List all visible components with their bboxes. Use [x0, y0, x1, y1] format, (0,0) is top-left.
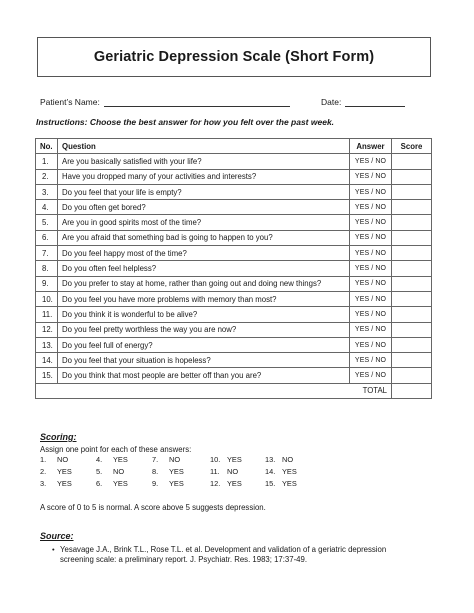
- question-text: Do you feel full of energy?: [58, 337, 350, 352]
- table-row: [36, 230, 432, 245]
- answer-yes-no[interactable]: YES / NO: [350, 353, 392, 368]
- question-number: 9.: [36, 276, 58, 291]
- question-text: Do you feel you have more problems with memory than most?: [58, 291, 350, 306]
- scoring-item-number: 4.: [96, 455, 103, 464]
- total-label: TOTAL: [36, 383, 392, 398]
- question-text: Do you think that most people are better off than you are?: [58, 368, 350, 383]
- scoring-item-answer: NO: [57, 455, 69, 464]
- header-no: No.: [36, 139, 58, 154]
- source-bullet: •: [52, 545, 55, 554]
- table-row: [36, 291, 432, 306]
- score-cell[interactable]: [392, 337, 432, 352]
- scoring-item: [40, 479, 72, 488]
- table-row: [36, 261, 432, 276]
- scoring-intro: Assign one point for each of these answers:: [40, 445, 192, 454]
- table-row: [36, 246, 432, 261]
- question-number: 6.: [36, 230, 58, 245]
- page-title: Geriatric Depression Scale (Short Form): [37, 37, 431, 77]
- question-text: Do you often get bored?: [58, 200, 350, 215]
- scoring-item-number: 3.: [40, 479, 47, 488]
- scoring-item: [210, 455, 242, 464]
- answer-yes-no[interactable]: YES / NO: [350, 169, 392, 184]
- scoring-item-answer: YES: [113, 455, 128, 464]
- scoring-item: [152, 455, 180, 464]
- scoring-item-answer: NO: [227, 467, 239, 476]
- scoring-item-number: 10.: [210, 455, 221, 464]
- score-cell[interactable]: [392, 291, 432, 306]
- scoring-item: [40, 455, 68, 464]
- source-citation: Yesavage J.A., Brink T.L., Rose T.L. et al. Development and validation of a geriatric depression screening scale: a preliminary report. J. Psychiatr. Res. 1983; 17:37-49.: [60, 545, 387, 564]
- answer-yes-no[interactable]: YES / NO: [350, 154, 392, 169]
- question-text: Do you feel that your situation is hopeless?: [58, 353, 350, 368]
- answer-yes-no[interactable]: YES / NO: [350, 215, 392, 230]
- scoring-item-answer: YES: [169, 479, 184, 488]
- scoring-note: A score of 0 to 5 is normal. A score above 5 suggests depression.: [40, 503, 266, 512]
- table-row: [36, 276, 432, 291]
- scoring-item: [40, 467, 72, 476]
- scoring-item-answer: NO: [169, 455, 181, 464]
- header-score: Score: [392, 139, 432, 154]
- source-heading: Source:: [40, 531, 74, 541]
- question-text: Are you basically satisfied with your life?: [58, 154, 350, 169]
- patient-name-field[interactable]: [40, 97, 290, 107]
- table-row: [36, 200, 432, 215]
- date-label: Date:: [321, 97, 342, 107]
- scoring-item-answer: YES: [282, 467, 297, 476]
- scoring-item-answer: YES: [57, 467, 72, 476]
- answer-yes-no[interactable]: YES / NO: [350, 322, 392, 337]
- answer-yes-no[interactable]: YES / NO: [350, 337, 392, 352]
- patient-name-label: Patient’s Name:: [40, 97, 100, 107]
- scoring-item: [265, 467, 297, 476]
- score-cell[interactable]: [392, 261, 432, 276]
- question-number: 7.: [36, 246, 58, 261]
- question-text: Are you afraid that something bad is going to happen to you?: [58, 230, 350, 245]
- score-cell[interactable]: [392, 307, 432, 322]
- total-score-cell[interactable]: [392, 383, 432, 398]
- question-number: 15.: [36, 368, 58, 383]
- question-number: 11.: [36, 307, 58, 322]
- scoring-item-answer: YES: [282, 479, 297, 488]
- question-number: 1.: [36, 154, 58, 169]
- question-text: Do you think it is wonderful to be alive?: [58, 307, 350, 322]
- scoring-item-number: 12.: [210, 479, 221, 488]
- question-text: Do you feel that your life is empty?: [58, 184, 350, 199]
- scoring-item-number: 11.: [210, 467, 220, 476]
- answer-yes-no[interactable]: YES / NO: [350, 261, 392, 276]
- scoring-item-number: 8.: [152, 467, 159, 476]
- table-header-row: [36, 139, 432, 154]
- scoring-item: [210, 479, 242, 488]
- total-row: [36, 383, 432, 398]
- score-cell[interactable]: [392, 322, 432, 337]
- question-text: Do you feel pretty worthless the way you are now?: [58, 322, 350, 337]
- answer-yes-no[interactable]: YES / NO: [350, 368, 392, 383]
- scoring-item: [210, 467, 238, 476]
- answer-yes-no[interactable]: YES / NO: [350, 246, 392, 261]
- scoring-item-number: 5.: [96, 467, 103, 476]
- scoring-item-number: 7.: [152, 455, 159, 464]
- scoring-item: [152, 467, 184, 476]
- question-text: Do you often feel helpless?: [58, 261, 350, 276]
- scoring-item-answer: YES: [113, 479, 128, 488]
- scoring-item: [265, 455, 293, 464]
- question-number: 8.: [36, 261, 58, 276]
- scoring-item-answer: YES: [169, 467, 184, 476]
- instructions: Instructions: Choose the best answer for how you felt over the past week.: [36, 117, 335, 127]
- score-cell[interactable]: [392, 368, 432, 383]
- question-text: Do you feel happy most of the time?: [58, 246, 350, 261]
- scoring-item: [96, 479, 128, 488]
- scoring-item-number: 14.: [265, 467, 276, 476]
- table-row: [36, 307, 432, 322]
- date-field[interactable]: [321, 97, 405, 107]
- table-row: [36, 215, 432, 230]
- scoring-item-number: 13.: [265, 455, 276, 464]
- patient-name-blank[interactable]: [104, 97, 290, 107]
- answer-yes-no[interactable]: YES / NO: [350, 200, 392, 215]
- answer-yes-no[interactable]: YES / NO: [350, 291, 392, 306]
- score-cell[interactable]: [392, 169, 432, 184]
- table-row: [36, 154, 432, 169]
- scoring-item-answer: YES: [227, 479, 242, 488]
- score-cell[interactable]: [392, 184, 432, 199]
- question-number: 2.: [36, 169, 58, 184]
- question-text: Do you prefer to stay at home, rather than going out and doing new things?: [58, 276, 350, 291]
- score-cell[interactable]: [392, 215, 432, 230]
- header-question: Question: [58, 139, 350, 154]
- question-number: 4.: [36, 200, 58, 215]
- scoring-item: [96, 467, 124, 476]
- scoring-item-answer: NO: [282, 455, 294, 464]
- answer-yes-no[interactable]: YES / NO: [350, 230, 392, 245]
- scoring-item: [152, 479, 184, 488]
- score-cell[interactable]: [392, 154, 432, 169]
- answer-yes-no[interactable]: YES / NO: [350, 184, 392, 199]
- questionnaire-table: [35, 138, 432, 399]
- answer-yes-no[interactable]: YES / NO: [350, 307, 392, 322]
- date-blank[interactable]: [345, 97, 405, 107]
- question-text: Are you in good spirits most of the time?: [58, 215, 350, 230]
- table-row: [36, 184, 432, 199]
- table-row: [36, 322, 432, 337]
- scoring-item-answer: YES: [57, 479, 72, 488]
- scoring-item-number: 9.: [152, 479, 159, 488]
- table-row: [36, 169, 432, 184]
- table-row: [36, 368, 432, 383]
- question-number: 5.: [36, 215, 58, 230]
- score-cell[interactable]: [392, 230, 432, 245]
- table-row: [36, 353, 432, 368]
- question-number: 14.: [36, 353, 58, 368]
- question-number: 3.: [36, 184, 58, 199]
- scoring-item: [265, 479, 297, 488]
- answer-yes-no[interactable]: YES / NO: [350, 276, 392, 291]
- scoring-item-number: 6.: [96, 479, 103, 488]
- scoring-item-number: 1.: [40, 455, 47, 464]
- scoring-item-answer: NO: [113, 467, 125, 476]
- table-row: [36, 337, 432, 352]
- scoring-item-answer: YES: [227, 455, 242, 464]
- score-cell[interactable]: [392, 276, 432, 291]
- question-number: 10.: [36, 291, 58, 306]
- score-cell[interactable]: [392, 246, 432, 261]
- question-number: 12.: [36, 322, 58, 337]
- header-answer: Answer: [350, 139, 392, 154]
- score-cell[interactable]: [392, 200, 432, 215]
- scoring-item: [96, 455, 128, 464]
- question-text: Have you dropped many of your activities and interests?: [58, 169, 350, 184]
- question-number: 13.: [36, 337, 58, 352]
- score-cell[interactable]: [392, 353, 432, 368]
- scoring-item-number: 15.: [265, 479, 276, 488]
- scoring-item-number: 2.: [40, 467, 47, 476]
- scoring-heading: Scoring:: [40, 432, 77, 442]
